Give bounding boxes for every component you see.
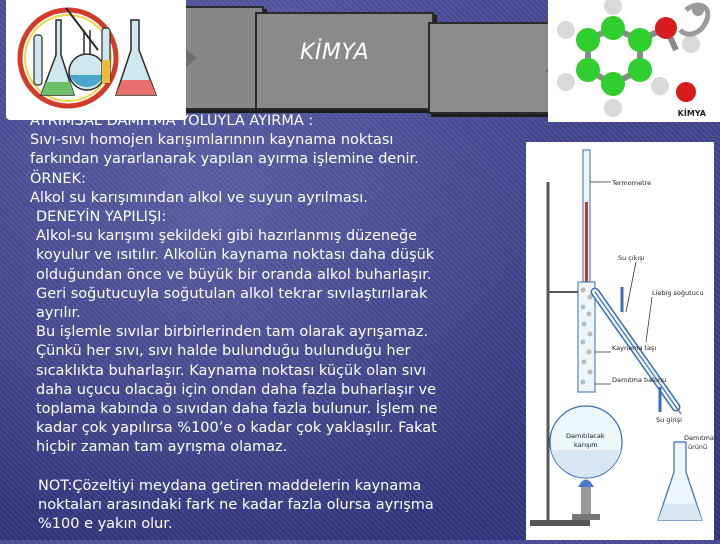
distillation-apparatus-icon bbox=[526, 142, 714, 540]
procedure-line: olduğundan önce ve büyük bir oranda alkol buharlaşır. bbox=[36, 266, 432, 283]
definition-line: Sıvı-sıvı homojen karışımlarınnın kaynama noktası bbox=[30, 132, 394, 149]
label-product-1: Damıtma bbox=[684, 434, 714, 442]
procedure-line: Geri soğutucuyla soğutulan alkol tekrar sıvılaştırılarak bbox=[36, 285, 428, 302]
slide-title: KİMYA bbox=[300, 40, 370, 65]
label-thermometer: Termometre bbox=[612, 179, 652, 187]
distillation-apparatus-diagram bbox=[526, 142, 714, 540]
note-line: %100 e yakın olur. bbox=[38, 516, 173, 533]
header-folder-right bbox=[428, 22, 562, 114]
label-condenser: Liebig soğutucu bbox=[652, 289, 704, 297]
slide-content bbox=[30, 112, 500, 534]
label-water-in: Su girişi bbox=[656, 416, 682, 424]
procedure-line: Çünkü her sıvı, sıvı halde bulunduğu bulunduğu her bbox=[36, 343, 411, 360]
procedure-line: kadar çok yapılırsa %100’e o kadar çok yaklaşılır. Fakat bbox=[36, 420, 437, 437]
note-line: NOT:Çözeltiyi meydana getiren maddelerin kaynama bbox=[38, 477, 422, 494]
section-heading: AYRIMSAL DAMITMA YOLUYLA AYIRMA : bbox=[30, 113, 314, 129]
procedure-line: toplama kabında o sıvıdan daha fazla bulunur. İşlem ne bbox=[36, 401, 438, 418]
definition-line: farkından yararlanarak yapılan ayırma işlemine denir. bbox=[30, 151, 419, 168]
lab-glassware-icon bbox=[6, 0, 186, 120]
label-water-out: Su çıkışı bbox=[618, 254, 645, 262]
procedure-line: hiçbir zaman tam ayrışma olamaz. bbox=[36, 439, 288, 456]
label-product-2: ürünü bbox=[688, 443, 708, 451]
example-label: ÖRNEK: bbox=[30, 170, 86, 187]
procedure-line: Alkol-su karışımı şekildeki gibi hazırlanmış düzeneğe bbox=[36, 228, 418, 245]
procedure-label: DENEYİN YAPILIŞI: bbox=[36, 209, 167, 226]
label-boiling-chips: Kaynama taşı bbox=[612, 344, 657, 352]
molecule-caption: KİMYA bbox=[677, 109, 706, 118]
procedure-line: ayrılır. bbox=[36, 305, 81, 322]
procedure-line: Bu işlemle sıvılar birbirlerinden tam olarak ayrışamaz. bbox=[36, 324, 429, 341]
label-distill-flask: Damıtma balonu bbox=[612, 376, 667, 384]
label-mixture-1: Damıtılacak bbox=[566, 432, 605, 440]
procedure-line: koyulur ve ısıtılır. Alkolün kaynama noktası daha düşük bbox=[36, 247, 435, 264]
lab-glassware-image bbox=[6, 0, 186, 120]
molecule-image bbox=[548, 0, 720, 122]
note-line: noktaları arasındaki fark ne kadar fazla olursa ayrışma bbox=[38, 496, 434, 513]
example-text: Alkol su karışımından alkol ve suyun ayrılması. bbox=[30, 189, 368, 206]
procedure-line: daha uçucu olacağı için ondan daha fazla buharlaşır ve bbox=[36, 381, 437, 398]
label-mixture-2: karışım bbox=[574, 441, 598, 449]
procedure-line: sıcaklıkta buharlaşır. Kaynama noktası küçük olan sıvı bbox=[36, 362, 426, 379]
molecule-icon bbox=[548, 0, 720, 122]
